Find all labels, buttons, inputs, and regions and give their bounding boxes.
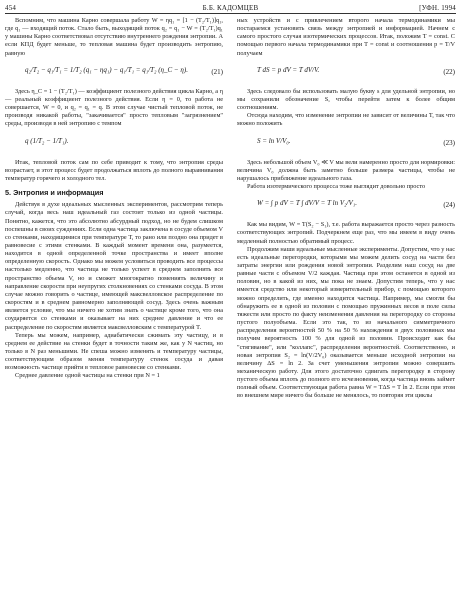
equation-24	[237, 195, 455, 217]
left-column	[5, 17, 223, 381]
paragraph: Здесь следовало бы использовать малую букву s для удельной энтропии, но мы сохранили обозначение S, чтобы перейти затем к более общим соотношениям.	[237, 87, 455, 112]
running-authors: Б.Б. КАДОМЦЕВ	[202, 4, 259, 12]
equation-23	[237, 133, 455, 155]
paragraph: ных устройств и с привлечением второго начала термодинамики мы постараемся установить связь между энтропией и информацией. Начнем с самого простого случая изотермических процессов. Итак, положим T = const. С помощью первого начала термодинамики при T = const и соотношения p = T/V получаем	[237, 17, 455, 57]
journal-ref: [УФН. 1994	[419, 4, 456, 12]
equation-number: (22)	[443, 67, 455, 76]
equation-body: T dS = p dV = T dV/V.	[257, 65, 320, 74]
equation-21	[5, 62, 223, 84]
equation-body: W = ∫ p dV = T ∫ dV/V = T ln V₂/V₁.	[257, 199, 357, 208]
paragraph: Среднее давление одной частицы на стенки при N = 1	[15, 372, 160, 380]
paragraph: Отсюда находим, что изменение энтропии не зависит от величины T, так что можно положить	[237, 112, 455, 128]
paragraph: Здесь η_C = 1 − (T₂/T₁) — коэффициент полезного действия цикла Карно, а η — реальный коэффициент полезного действия. Если η = 0, то работа не совершается, W = 0, и q₂ = q₁ = q. В этом случае чистый тепловой поток, не производя никакой работы, "закачивается" просто тепловым "загрязнением" среды, производя в ней энтропию с темпом	[5, 87, 223, 128]
equation-body: q₂/T₂ − q₁/T₁ = 1/T₂ (q₁ − ηq₁) − q₁/T₁ = q₁/T₂ (η_C − η).	[25, 65, 188, 74]
paragraph: Итак, тепловой поток сам по себе приводит к тому, что энтропия среды возрастает, и этот процесс будет продолжаться вплоть до полного выравнивания температур горячего и холодного тел.	[5, 158, 223, 182]
paragraph: Продолжим наши идеальные мысленные эксперименты. Допустим, что у нас есть идеальные перегородки, которыми мы можем делить сосуд на части без затраты энергии или рождения новой энтропии. Разделим наш сосуд на две равные части с объемом V/2 каждая. Частица при этом останется в одной из половин, но в какой из них, мы пока не знаем. Допустим теперь, что у нас имеется средство или некоторый измерительный прибор, с помощью которого можно определить, где именно находится частица. Например, мы смогли бы обнаружить ее в одной из половин с помощью пружинных весов в поле силы тяжести или просто по факту неизменения давления на перегородку со стороны пустого полуобъема. Если это так, то из начального симметричного распределения вероятностей 50 % на 50 % нахождения в двух половинах мы получим вероятность 100 % для одной из половин. Происходит как бы "стягивание", или "коллапс", распределения вероятностей. Соответственно, и новая энтропия S₂ = ln(V/2V₀) оказывается меньше исходной энтропии на величину ΔS = ln 2. За счет уменьшения энтропии можно совершить механическую работу. Для этого достаточно сдвигать перегородку в сторону пустого объема вплоть до полного его исчезновения, когда частица вновь займет полный объем. Соответствующая работа равна W = TΔS = T ln 2. Если при этом во внешнем мире ничего бы больше не менялось, то повторяя эти циклы	[237, 245, 455, 400]
paragraph: Теперь мы можем, например, адиабатически сжимать эту частицу, и в среднем ее действие на стенки будет в точности таким же, как у N частиц, но только в N раз меньшими. Не спеша можно изменять и температуру частицы, соответствующим образом меняя температуру стенок сосуда и давая возможность частице прийти в тепловое равновесие со стенками.	[5, 331, 223, 372]
page-number: 454	[5, 4, 17, 12]
equation-number: (24)	[443, 201, 455, 210]
paragraph: Действуя в духе идеальных мысленных экспериментов, рассмотрим теперь случай, когда весь наш идеальный газ состоит только из одной частицы. Понятно, кажется, что это абсолютно абсурдный подход, но не будем слишком поспешны в своих суждениях. Если одна частица заключена в сосуде объемом V со стенками, находящимися при температуре T, то рано или поздно она придет в равновесие с этими стенками. В каждый момент времени она, разумеется, находится в одной определенной точке пространства и имеет вполне определенную скорость. Однако мы можем условиться проводить все процессы настолько медленно, что частица не только успеет в среднем заполнить все пространство объема V, но и сможет многократно помениять величину и направление скорости при неупругих столкновениях со стенками сосуда. В этом случае можно говорить о частице, имеющей максвелловское распределение по скоростям и в среднем равномерно заполняющей сосуд. Здесь очень важным является условие, что мы ничего не хотим знать о частице кроме того, что она соударяется со стенками и оказывает на них среднее давление и что ее распределение по скоростям является максвелловским с температурой T.	[5, 201, 223, 331]
header-rule	[5, 13, 456, 14]
paragraph: Работа изотермического процесса тоже выглядит довольно просто	[247, 183, 426, 191]
equation-22	[237, 62, 455, 84]
paragraph: Как мы видим, W = T(S₂ − S₁), т.е. работа выражается просто через разность соответствующих энтропий. Подчеркнем еще раз, что мы имеем в виду очень медленный полностью обратимый процесс.	[237, 221, 455, 245]
paragraph: Здесь небольшой объем V₀ ≪ V мы вели намеренно просто для нормировки: величина V₀ должна быть заметно больше размера частицы, чтобы не нарушалось приближение идеального газа.	[237, 158, 455, 182]
section-title: 5. Энтропия и информация	[5, 188, 104, 198]
equation-number: (21)	[211, 67, 223, 76]
paragraph: Вспомним, что машина Карно совершала работу W = ηq₁ = [1 − (T₂/T₁)]q₁, где q₁ — входящий поток. Стало быть, выходящий поток q₂ = q₁ − W = (T₂/T₁)q₁ у машины Карно соответствовал отсутствию внутреннего рождения энтропии. А если КПД будет меньше, то тепловая машина будет производить энтропию, равную	[5, 17, 223, 57]
equation-body: q (1/T₂ − 1/T₁).	[25, 136, 69, 145]
right-column	[237, 17, 455, 401]
equation-body: S = ln V/V₀.	[257, 136, 291, 145]
equation-number: (23)	[443, 138, 455, 147]
equation-entropy-rate	[5, 133, 223, 155]
